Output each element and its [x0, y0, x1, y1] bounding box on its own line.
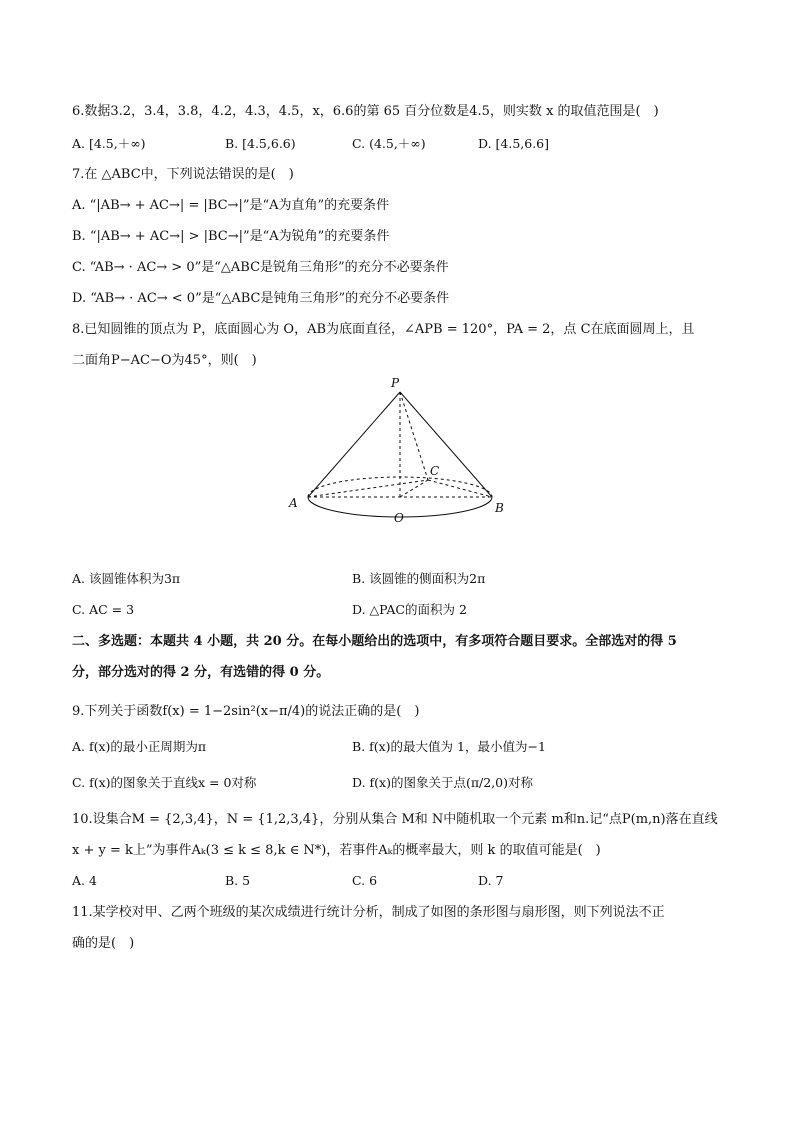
section2-heading-line1: 二、多选题：本题共 4 小题，共 20 分。在每小题给出的选项中，有多项符合题目要求。全部选对的得 5	[72, 634, 677, 649]
q9-option-a: A. f(x)的最小正周期为π	[72, 739, 207, 754]
q9-option-c: C. f(x)的图象关于直线x = 0对称	[72, 775, 257, 790]
label-a: A	[289, 496, 298, 510]
segment-oc	[400, 480, 428, 497]
q10-option-b: B. 5	[225, 873, 251, 888]
q7-stem: 7.在 △ABC中，下列说法错误的是( )	[72, 167, 294, 182]
q8-option-a: A. 该圆锥体积为3π	[72, 571, 181, 586]
segment-ac	[308, 480, 428, 497]
q8-option-d: D. △PAC的面积为 2	[352, 602, 467, 617]
q6-option-c: C. (4.5,＋∞)	[352, 136, 426, 151]
q9-option-b: B. f(x)的最大值为 1，最小值为−1	[352, 739, 546, 754]
q11-stem-line1: 11.某学校对甲、乙两个班级的某次成绩进行统计分析，制成了如图的条形图与扇形图，则下列说法不正	[72, 905, 665, 920]
q6-option-a: A. [4.5,＋∞)	[72, 136, 146, 151]
q8-option-c: C. AC = 3	[72, 602, 135, 617]
label-p: P	[391, 376, 400, 390]
q10-option-d: D. 7	[478, 873, 504, 888]
edge-pa	[308, 392, 400, 497]
label-b: B	[495, 501, 504, 515]
segment-pc	[400, 392, 428, 480]
q9-option-d: D. f(x)的图象关于点(π/2,0)对称	[352, 775, 534, 790]
cone-figure	[280, 372, 510, 532]
edge-pb	[400, 392, 492, 497]
q7-option-b: B. “|AB→ + AC→| > |BC→|”是“A为锐角”的充要条件	[72, 229, 390, 244]
section2-heading-line2: 分，部分选对的得 2 分，有选错的得 0 分。	[72, 665, 330, 680]
label-c: C	[430, 464, 440, 478]
q6-option-d: D. [4.5,6.6]	[478, 136, 550, 151]
q10-option-c: C. 6	[352, 873, 378, 888]
q8-stem-line2: 二面角P−AC−O为45°，则( )	[72, 353, 257, 368]
label-o: O	[394, 511, 404, 525]
q6-option-b: B. [4.5,6.6)	[225, 136, 296, 151]
q7-option-c: C. “AB→ · AC→ > 0”是“△ABC是锐角三角形”的充分不必要条件	[72, 260, 449, 275]
q7-option-d: D. “AB→ · AC→ < 0”是“△ABC是钝角三角形”的充分不必要条件	[72, 291, 450, 306]
q10-stem-line1: 10.设集合M = {2,3,4}，N = {1,2,3,4}，分别从集合 M和 N中随机取一个元素 m和n.记“点P(m,n)落在直线	[72, 812, 718, 827]
q11-stem-line2: 确的是( )	[72, 936, 135, 951]
q8-option-b: B. 该圆锥的侧面积为2π	[352, 571, 486, 586]
q7-option-a: A. “|AB→ + AC→| = |BC→|”是“A为直角”的充要条件	[72, 198, 390, 213]
q9-stem: 9.下列关于函数f(x) = 1−2sin²(x−π/4)的说法正确的是( )	[72, 704, 420, 719]
q8-stem-line1: 8.已知圆锥的顶点为 P，底面圆心为 O，AB为底面直径，∠APB = 120°，PA = 2，点 C在底面圆周上，且	[72, 322, 695, 337]
q10-option-a: A. 4	[72, 873, 97, 888]
q6-stem: 6.数据3.2，3.4，3.8，4.2，4.3，4.5，x，6.6的第 65 百分位数是4.5，则实数 x 的取值范围是( )	[72, 104, 659, 119]
q10-stem-line2: x + y = k上”为事件Aₖ(3 ≤ k ≤ 8,k ∈ N*)，若事件Aₖ的概率最大，则 k 的取值可能是( )	[72, 843, 601, 858]
